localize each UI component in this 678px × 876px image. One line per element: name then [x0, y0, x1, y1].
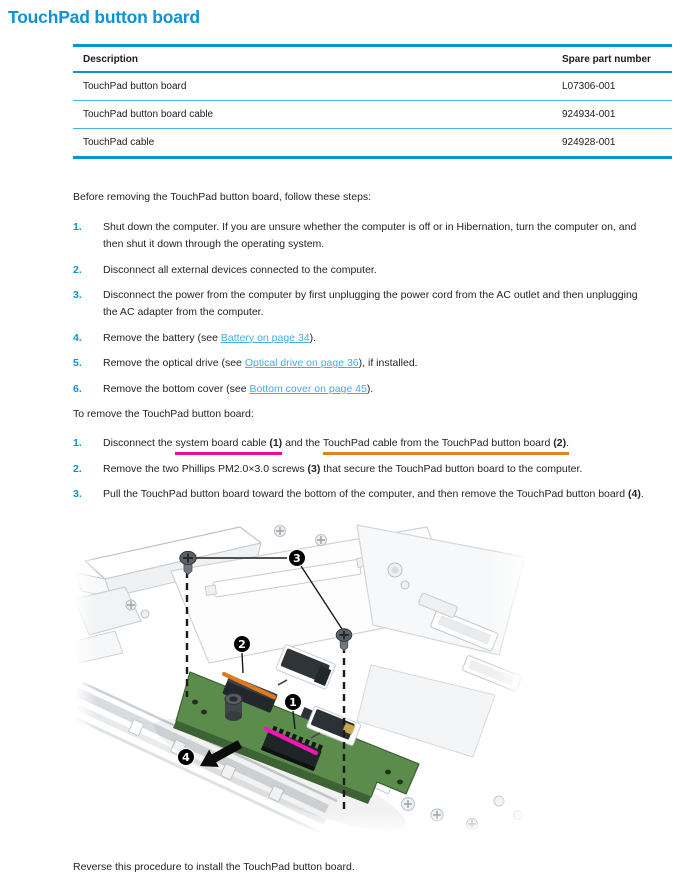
step-text	[103, 330, 316, 347]
remove-intro: To remove the TouchPad button board:	[73, 408, 254, 421]
cell-description: TouchPad cable	[73, 129, 552, 158]
step-text-post: .	[640, 488, 644, 501]
bottom-cover-link[interactable]: Bottom cover on page 45	[249, 382, 367, 395]
magenta-highlighted-text	[175, 437, 282, 455]
preparation-steps	[73, 219, 661, 398]
removal-steps	[73, 435, 661, 503]
svg-text:1: 1	[289, 696, 297, 710]
step-text-post: ).	[309, 331, 317, 344]
svg-text:4: 4	[182, 751, 190, 765]
step-number: 6.	[73, 382, 82, 395]
procedure-text	[73, 189, 661, 503]
step-number: 5.	[73, 357, 82, 370]
table-row	[73, 101, 672, 129]
list-item	[73, 262, 661, 279]
svg-text:2: 2	[238, 638, 246, 652]
callout-ref-2: (2)	[553, 437, 567, 450]
svg-text:3: 3	[293, 552, 301, 566]
cell-description: TouchPad button board	[73, 72, 552, 101]
cell-spare-number: 924928-001	[552, 129, 672, 158]
list-item	[73, 381, 661, 398]
step-text	[103, 435, 569, 452]
optical-drive-link[interactable]: Optical drive on page 36	[244, 357, 359, 370]
step-text-pre: Pull the TouchPad button board toward the bottom of the computer, and then remove the TouchPad button board	[103, 488, 628, 501]
callout-4-badge	[178, 749, 195, 766]
list-item	[73, 355, 661, 372]
step-text-pre: Remove the bottom cover (see	[103, 382, 250, 395]
step-text-post: that secure the TouchPad button board to the computer.	[320, 462, 583, 475]
step-text-mid: and the	[282, 437, 323, 450]
step-text-post: ), if installed.	[358, 357, 418, 370]
highlight-text-end: .	[566, 437, 570, 450]
step-number: 4.	[73, 331, 82, 344]
list-item	[73, 461, 661, 478]
tick-mark	[278, 680, 287, 685]
orange-highlighted-text	[323, 437, 569, 455]
callout-ref-4: (4)	[627, 488, 641, 501]
table-row	[73, 72, 672, 101]
closing-text: Reverse this procedure to install the TouchPad button board.	[73, 861, 355, 874]
list-item	[73, 486, 661, 503]
screw-icon	[336, 629, 352, 651]
step-text-pre: Remove the battery (see	[103, 331, 221, 344]
spare-parts-table	[73, 44, 672, 159]
step-number: 1.	[73, 221, 82, 234]
step-text	[103, 486, 644, 503]
callout-3-badge	[289, 550, 306, 567]
step-text: Disconnect all external devices connected to the computer.	[103, 263, 377, 276]
list-item	[73, 435, 661, 452]
touchpad-removal-illustration	[75, 513, 530, 835]
list-item	[73, 219, 661, 253]
callout-ref-3: (3)	[307, 462, 321, 475]
page-title: TouchPad button board	[8, 7, 200, 27]
step-text	[103, 461, 582, 478]
step-text-post: ).	[366, 382, 374, 395]
system-board-cable-connector	[276, 644, 336, 689]
step-number: 2.	[73, 263, 82, 276]
callout-2-badge	[234, 636, 251, 653]
table-row	[73, 129, 672, 158]
step-text-pre: Remove the optical drive (see	[103, 357, 245, 370]
step-text-pre: Disconnect the	[103, 437, 176, 450]
step-text	[103, 355, 418, 372]
list-item	[73, 330, 661, 347]
column-header-spare-part-number: Spare part number	[552, 46, 672, 73]
highlight-text: TouchPad cable from the TouchPad button board	[322, 437, 554, 450]
step-number: 3.	[73, 488, 82, 501]
step-number: 1.	[73, 437, 82, 450]
cell-spare-number: 924934-001	[552, 101, 672, 129]
cell-description: TouchPad button board cable	[73, 101, 552, 129]
battery-link[interactable]: Battery on page 34	[220, 331, 310, 344]
step-text-pre: Remove the two Phillips PM2.0×3.0 screws	[103, 462, 308, 475]
callout-ref-1: (1)	[269, 437, 283, 450]
step-number: 2.	[73, 462, 82, 475]
edge-fade	[75, 813, 530, 835]
column-header-description: Description	[73, 46, 552, 73]
before-intro: Before removing the TouchPad button board, follow these steps:	[73, 191, 372, 204]
board-standoff	[225, 694, 242, 722]
cell-spare-number: L07306-001	[552, 72, 672, 101]
step-text: Shut down the computer. If you are unsure whether the computer is off or in Hibernation, turn the computer on, and then shut it down through the operating system.	[103, 221, 637, 251]
edge-fade	[488, 513, 530, 835]
step-text: Disconnect the power from the computer by first unplugging the power cord from the AC outlet and then unplugging the AC adapter from the computer.	[103, 289, 638, 319]
step-text	[103, 381, 373, 398]
list-item	[73, 287, 661, 321]
edge-fade	[75, 513, 97, 835]
callout-1-badge	[285, 694, 302, 711]
step-number: 3.	[73, 289, 82, 302]
illustration-svg	[75, 513, 530, 835]
table-header-row	[73, 46, 672, 73]
highlight-text: system board cable	[175, 437, 270, 450]
